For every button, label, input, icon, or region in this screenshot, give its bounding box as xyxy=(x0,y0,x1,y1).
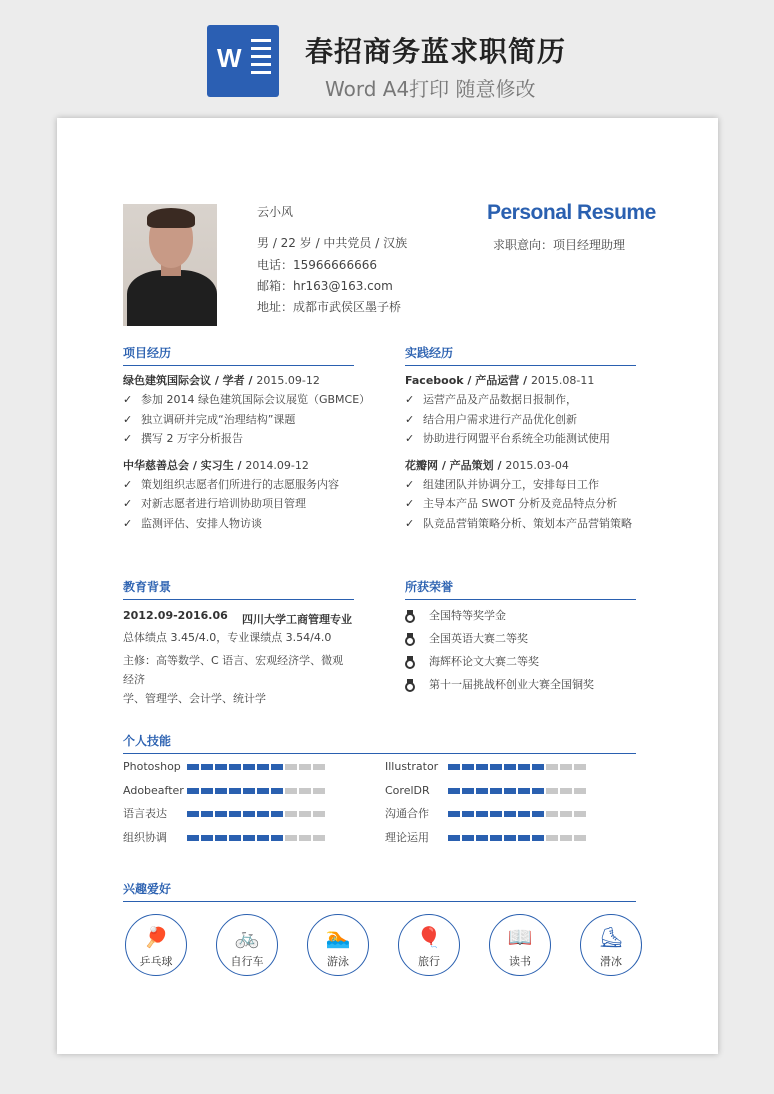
skill-segment xyxy=(257,764,269,770)
skill-segment xyxy=(201,788,213,794)
skill-bar xyxy=(448,788,588,794)
medal-icon xyxy=(405,633,415,645)
skill-segment xyxy=(187,835,199,841)
banner xyxy=(0,0,774,118)
skill-segment xyxy=(187,764,199,770)
practice-entry-role xyxy=(405,372,636,390)
list-item xyxy=(123,494,354,514)
hobby-book xyxy=(489,914,551,976)
skill-segment xyxy=(532,764,544,770)
skill-segment xyxy=(490,835,502,841)
skill-label: 理论运用 xyxy=(385,830,429,844)
bullet-text: 监测评估、安排人物访谈 xyxy=(141,516,262,530)
skill-segment xyxy=(546,811,558,817)
skill-segment xyxy=(476,835,488,841)
skill-segment xyxy=(215,788,227,794)
skill-segment xyxy=(518,764,530,770)
list-item xyxy=(405,410,636,430)
skill-segment xyxy=(518,835,530,841)
medal-icon xyxy=(405,610,415,622)
list-item xyxy=(123,514,354,534)
hobbies-section xyxy=(123,880,636,902)
entry-date: 2015.03-04 xyxy=(505,458,569,472)
skill-segment xyxy=(476,788,488,794)
practice-entry-role xyxy=(405,457,636,475)
honor-item xyxy=(405,627,636,650)
check-icon: ✓ xyxy=(123,432,133,445)
skill-segment xyxy=(299,835,311,841)
skill-label: 组织协调 xyxy=(123,830,167,844)
hobby-balloon xyxy=(398,914,460,976)
skill-segment xyxy=(462,788,474,794)
skill-segment xyxy=(243,835,255,841)
skill-segment xyxy=(574,788,586,794)
bicycle-icon: 🚲 xyxy=(234,925,260,949)
medal-icon xyxy=(405,656,415,668)
skill-segment xyxy=(187,811,199,817)
balloon-icon: 🎈 xyxy=(416,925,442,949)
person-email: 邮箱：hr163@163.com xyxy=(257,279,393,293)
skill-segment xyxy=(504,764,516,770)
skill-label: 沟通合作 xyxy=(385,807,429,820)
hobby-label: 游泳 xyxy=(327,955,349,968)
person-address: 地址：成都市武侯区墨子桥 xyxy=(257,300,402,314)
skill-label: Illustrator xyxy=(385,760,439,773)
bullet-text: 独立调研并完成“治理结构”课题 xyxy=(141,412,296,426)
education-section xyxy=(123,578,354,708)
skill-segment xyxy=(546,764,558,770)
check-icon: ✓ xyxy=(405,412,415,426)
practice-heading: 实践经历 xyxy=(405,344,636,366)
skill-segment xyxy=(448,764,460,770)
entry-date: 2015.09-12 xyxy=(256,374,320,387)
skill-segment xyxy=(560,835,572,841)
bullet-text: 撰写 2 万字分析报告 xyxy=(141,432,243,445)
projects-section xyxy=(123,344,371,533)
check-icon: ✓ xyxy=(405,516,415,530)
check-icon: ✓ xyxy=(123,516,133,530)
skill-segment xyxy=(462,811,474,817)
honor-text: 第十一届挑战杯创业大赛全国铜奖 xyxy=(429,678,594,691)
person-basic: 男 / 22 岁 / 中共党员 / 汉族 xyxy=(257,236,408,250)
skill-segment xyxy=(532,811,544,817)
skill-segment xyxy=(243,764,255,770)
skill-bar xyxy=(448,764,588,770)
book-icon: 📖 xyxy=(507,925,533,949)
honor-text: 全国特等奖学金 xyxy=(429,609,506,622)
check-icon: ✓ xyxy=(123,497,133,510)
list-item xyxy=(405,429,636,449)
skill-segment xyxy=(285,764,297,770)
check-icon: ✓ xyxy=(405,497,415,510)
job-intent: 求职意向：项目经理助理 xyxy=(493,238,626,252)
education-major-2: 学、管理学、会计学、统计学 xyxy=(123,692,266,705)
bullet-text: 组建团队并协调分工，安排每日工作 xyxy=(423,477,599,491)
skill-segment xyxy=(285,811,297,817)
entry-title: 中华慈善总会 / 实习生 / xyxy=(123,458,246,472)
skill-bar xyxy=(448,811,588,817)
skill-segment xyxy=(271,764,283,770)
skill-segment xyxy=(215,764,227,770)
banner-subtitle: Word A4打印 随意修改 xyxy=(325,77,536,101)
skill-segment xyxy=(518,811,530,817)
hobby-ping-pong xyxy=(125,914,187,976)
skill-segment xyxy=(448,835,460,841)
skill-segment xyxy=(504,788,516,794)
hobby-label: 滑冰 xyxy=(600,955,622,968)
skill-segment xyxy=(201,764,213,770)
bullet-text: 协助进行网盟平台系统全功能测试使用 xyxy=(423,432,610,445)
projects-heading: 项目经历 xyxy=(123,344,354,366)
skill-segment xyxy=(229,835,241,841)
skill-bar xyxy=(187,835,327,841)
education-gpa: 总体绩点 3.45/4.0，专业课绩点 3.54/4.0 xyxy=(123,631,332,644)
education-period: 2012.09-2016.06 xyxy=(123,609,228,622)
skill-segment xyxy=(313,788,325,794)
skill-segment xyxy=(229,764,241,770)
skill-segment xyxy=(229,788,241,794)
profile-photo xyxy=(123,204,217,326)
skill-segment xyxy=(504,811,516,817)
projects-entry-role xyxy=(123,457,354,475)
skill-segment xyxy=(476,811,488,817)
hobby-label: 乒乓球 xyxy=(139,955,173,968)
skill-segment xyxy=(257,835,269,841)
hobby-label: 自行车 xyxy=(230,955,264,968)
skill-segment xyxy=(271,788,283,794)
honor-item xyxy=(405,673,636,696)
skill-segment xyxy=(476,764,488,770)
check-icon: ✓ xyxy=(123,412,133,426)
skill-segment xyxy=(229,811,241,817)
honors-heading: 所获荣誉 xyxy=(405,578,636,600)
practice-section xyxy=(405,344,636,533)
skill-label: Adobeafter xyxy=(123,783,184,797)
list-item xyxy=(123,429,354,449)
skill-segment xyxy=(299,811,311,817)
skill-label: Photoshop xyxy=(123,760,181,773)
person-name: 云小风 xyxy=(257,205,294,219)
bullet-text: 队竞品营销策略分析、策划本产品营销策略 xyxy=(423,516,632,530)
hobbies-heading: 兴趣爱好 xyxy=(123,880,636,902)
medal-icon xyxy=(405,679,415,691)
resume-page xyxy=(57,118,718,1054)
skill-segment xyxy=(187,788,199,794)
bullet-text: 主导本产品 SWOT 分析及竞品特点分析 xyxy=(423,497,618,510)
skill-bar xyxy=(187,811,327,817)
skill-segment xyxy=(518,788,530,794)
skill-segment xyxy=(201,811,213,817)
resume-title-en: Personal Resume xyxy=(487,201,656,224)
education-school: 四川大学工商管理专业 xyxy=(242,613,352,626)
check-icon: ✓ xyxy=(123,393,133,406)
skill-segment xyxy=(448,811,460,817)
skill-label: CorelDR xyxy=(385,783,430,797)
entry-title: 花瓣网 / 产品策划 / xyxy=(405,458,506,472)
skills-section xyxy=(123,732,636,754)
entry-title: Facebook / 产品运营 / xyxy=(405,374,531,387)
check-icon: ✓ xyxy=(405,477,415,491)
hobby-skate xyxy=(580,914,642,976)
skill-segment xyxy=(574,811,586,817)
skill-segment xyxy=(560,788,572,794)
skill-segment xyxy=(313,764,325,770)
skill-segment xyxy=(201,835,213,841)
hobby-label: 旅行 xyxy=(418,955,440,968)
skill-segment xyxy=(560,764,572,770)
skill-segment xyxy=(546,788,558,794)
person-phone: 电话：15966666666 xyxy=(257,258,377,272)
check-icon: ✓ xyxy=(123,477,133,491)
skill-segment xyxy=(560,811,572,817)
list-item xyxy=(405,475,636,495)
education-major-1: 主修：高等数学、C 语言、宏观经济学、微观经济 xyxy=(123,654,344,686)
skill-segment xyxy=(243,811,255,817)
skill-bar xyxy=(187,764,327,770)
honor-text: 海辉杯论文大赛二等奖 xyxy=(429,655,539,668)
list-item xyxy=(405,494,636,514)
bullet-text: 结合用户需求进行产品优化创新 xyxy=(423,412,577,426)
skill-segment xyxy=(271,811,283,817)
skate-icon: ⛸ xyxy=(598,925,624,949)
skill-segment xyxy=(215,811,227,817)
skill-bar xyxy=(448,835,588,841)
entry-date: 2014.09-12 xyxy=(245,458,309,472)
hobby-bicycle xyxy=(216,914,278,976)
skill-segment xyxy=(299,764,311,770)
honors-section xyxy=(405,578,636,696)
word-logo-icon xyxy=(207,25,279,97)
skills-heading: 个人技能 xyxy=(123,732,636,754)
bullet-text: 参加 2014 绿色建筑国际会议展览（GBMCE） xyxy=(141,393,371,406)
bullet-text: 运营产品及产品数据日报制作， xyxy=(423,393,577,406)
skill-segment xyxy=(285,788,297,794)
honor-item xyxy=(405,650,636,673)
check-icon: ✓ xyxy=(405,432,415,445)
skill-segment xyxy=(215,835,227,841)
skill-segment xyxy=(574,764,586,770)
list-item xyxy=(405,514,636,534)
banner-title: 春招商务蓝求职简历 xyxy=(305,35,567,68)
list-item xyxy=(123,390,371,410)
word-logo-letter: W xyxy=(217,43,242,73)
skill-segment xyxy=(504,835,516,841)
skill-segment xyxy=(490,788,502,794)
hobby-label: 读书 xyxy=(509,955,531,968)
check-icon: ✓ xyxy=(405,393,415,406)
honor-item xyxy=(405,604,636,627)
list-item xyxy=(123,410,354,430)
projects-entry-role xyxy=(123,372,354,390)
honor-text: 全国英语大赛二等奖 xyxy=(429,632,528,645)
skill-segment xyxy=(243,788,255,794)
skill-segment xyxy=(532,835,544,841)
skill-segment xyxy=(313,835,325,841)
skill-segment xyxy=(257,788,269,794)
entry-date: 2015.08-11 xyxy=(530,374,595,387)
list-item xyxy=(405,390,636,410)
skill-segment xyxy=(299,788,311,794)
skill-segment xyxy=(257,811,269,817)
skill-segment xyxy=(574,835,586,841)
swimming-icon: 🏊 xyxy=(325,925,351,949)
skill-segment xyxy=(448,788,460,794)
entry-title: 绿色建筑国际会议 / 学者 / xyxy=(123,374,257,387)
skill-segment xyxy=(546,835,558,841)
skill-segment xyxy=(271,835,283,841)
bullet-text: 策划组织志愿者们所进行的志愿服务内容 xyxy=(141,477,339,491)
hobby-swimming xyxy=(307,914,369,976)
ping-pong-icon: 🏓 xyxy=(143,925,169,949)
skill-segment xyxy=(532,788,544,794)
skill-segment xyxy=(490,764,502,770)
bullet-text: 对新志愿者进行培训协助项目管理 xyxy=(141,497,306,510)
skill-segment xyxy=(313,811,325,817)
list-item xyxy=(123,475,354,495)
skill-segment xyxy=(462,835,474,841)
skill-segment xyxy=(285,835,297,841)
skill-segment xyxy=(490,811,502,817)
skill-segment xyxy=(462,764,474,770)
skill-bar xyxy=(187,788,327,794)
education-heading: 教育背景 xyxy=(123,578,354,600)
skill-label: 语言表达 xyxy=(123,807,167,820)
